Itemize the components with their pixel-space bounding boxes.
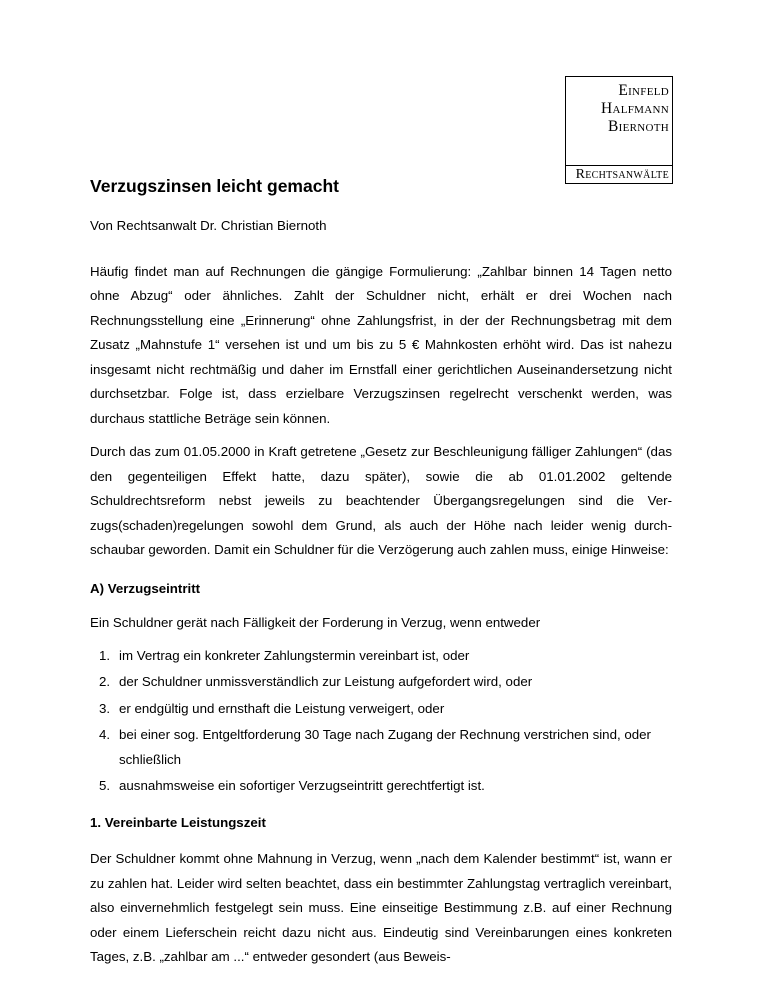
list-item — [90, 670, 672, 695]
list-item-text: er endgültig und ernsthaft die Leistung verweigert, oder — [119, 700, 445, 716]
article-author: Von Rechtsanwalt Dr. Christian Biernoth — [90, 218, 327, 233]
paragraph-1: Häufig findet man auf Rechnungen die gängige Formulierung: „Zahlbar binnen 14 Tagen netto ohne Abzug“ oder ähnliches. Zahlt der Schuldner nicht, erhält er drei Wochen nach Rechnungsstellung eine „Erinnerung“ ohne Zahlungsfrist, in der der Rechnungsbetrag mit dem Zusatz „Mahnstufe 1“ versehen ist und um bis zu 5 € Mahnkosten erhöht wird. Das ist nahezu insgesamt nicht rechtmäßig und daher im Ernstfall einer gerichtlichen Auseinandersetzung nicht durchsetzbar. Folge ist, dass erzielbare Verzugszinsen regelrecht verschenkt werden, was durchaus stattliche Beträge sein können. — [90, 263, 672, 426]
list-item-text: bei einer sog. Entgeltforderung 30 Tage nach Zugang der Rechnung verstrichen sind, oder schließlich — [119, 727, 651, 767]
list-item — [90, 774, 672, 799]
logo-footer: Rechtsanwälte — [566, 165, 672, 183]
list-item-number: 1. — [99, 647, 111, 663]
logo-name-biernoth: Biernoth — [607, 118, 669, 135]
section-a-heading: A) Verzugseintritt — [90, 580, 201, 596]
section-1-text: Der Schuldner kommt ohne Mahnung in Verzug, wenn „nach dem Kalender bestimmt“ ist, wann er zu zahlen hat. Leider wird selten beachtet, dass ein bestimmter Zahlungstag vertraglich vereinbart, also einvernehmlich festgelegt sein muss. Eine einseitige Bestimmung z.B. auf einer Rechnung oder einem Lieferschein reicht dazu nicht aus. Eindeutig sind Vereinbarungen eines konkreten Tages, z.B. „zahlbar am ...“ entweder gesondert (aus Beweis- — [90, 851, 672, 964]
list-item-number: 5. — [99, 778, 111, 793]
paragraph-2: Durch das zum 01.05.2000 in Kraft getretene „Gesetz zur Beschleunigung fälliger Zahlungen“ (das den gegenteiligen Effekt hatte, dazu später), sowie die ab 01.01.2002 geltende Schuldrechtsreform nebst jeweils zu beachtender Übergangsregelungen sind die Verzugs(schaden)regelungen sowohl dem Grund, als auch der Höhe nach leider wenig durchschaubar geworden. Damit ein Schuldner für die Verzögerung auch zahlen muss, einige Hinweise: — [90, 444, 672, 557]
list-item-number: 4. — [99, 727, 111, 742]
list-item-number: 2. — [99, 674, 111, 689]
list-item-text: der Schuldner unmissverständlich zur Leistung aufgefordert wird, oder — [119, 674, 533, 689]
list-item-text: im Vertrag ein konkreter Zahlungstermin vereinbart ist, oder — [119, 647, 470, 663]
section-a-intro: Ein Schuldner gerät nach Fälligkeit der Forderung in Verzug, wenn entweder — [90, 615, 541, 630]
law-firm-logo — [565, 76, 673, 184]
list-item — [90, 697, 672, 722]
article-title: Verzugszinsen leicht gemacht — [90, 176, 339, 196]
logo-names — [601, 82, 669, 136]
list-item — [90, 644, 672, 669]
default-conditions-list — [90, 644, 672, 799]
list-item-text: ausnahmsweise ein sofortiger Verzugseintritt gerechtfertigt ist. — [119, 778, 485, 793]
list-item — [90, 723, 672, 772]
logo-name-einfeld: Einfeld — [618, 82, 669, 99]
list-item-number: 3. — [99, 700, 111, 716]
article-body — [90, 174, 672, 970]
section-1-heading: 1. Vereinbarte Leistungszeit — [90, 814, 266, 830]
logo-name-halfmann: Halfmann — [601, 100, 669, 117]
